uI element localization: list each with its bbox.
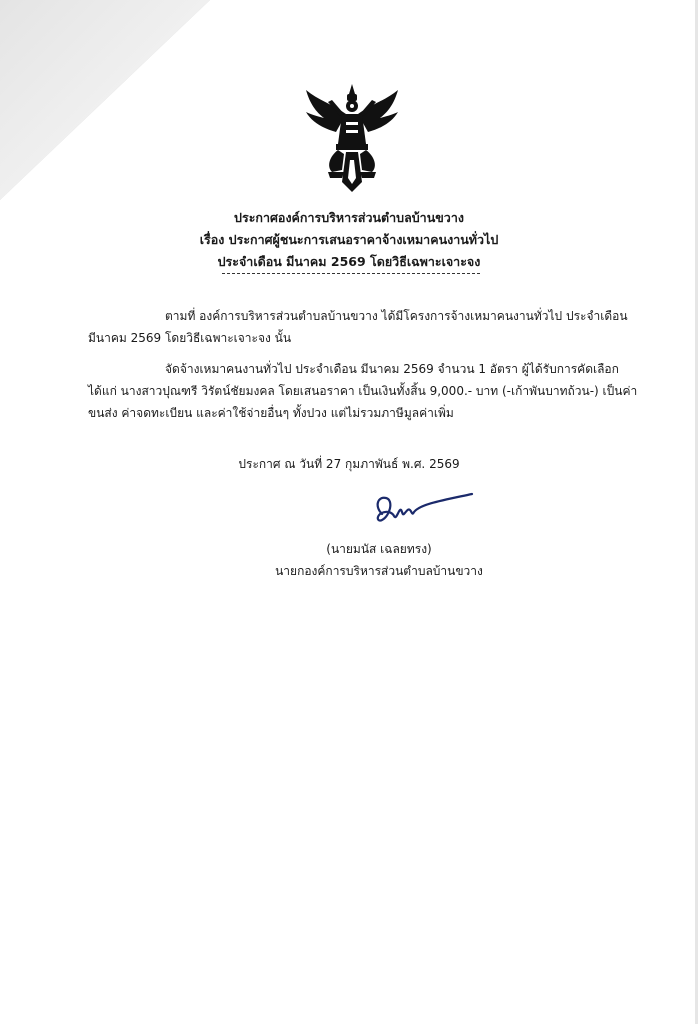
paragraph-1-line-1: ตามที่ องค์การบริหารส่วนตำบลบ้านขวาง ได้มีโครงการจ้างเหมาคนงานทั่วไป ประจำเดือน bbox=[165, 309, 628, 323]
signatory-name: (นายมนัส เฉลยทรง) bbox=[326, 542, 432, 556]
announcement-period: ประจำเดือน มีนาคม 2569 โดยวิธีเฉพาะเจาะจง bbox=[217, 254, 481, 269]
header-divider bbox=[222, 273, 480, 274]
announcement-date: ประกาศ ณ วันที่ 27 กุมภาพันธ์ พ.ศ. 2569 bbox=[238, 457, 460, 471]
paragraph-2-line-1: จัดจ้างเหมาคนงานทั่วไป ประจำเดือน มีนาคม 2569 จำนวน 1 อัตรา ผู้ได้รับการคัดเลือก bbox=[165, 362, 619, 376]
signatory-position: นายกองค์การบริหารส่วนตำบลบ้านขวาง bbox=[275, 564, 483, 578]
garuda-emblem-icon bbox=[302, 82, 402, 194]
paragraph-2-line-3: ขนส่ง ค่าจดทะเบียน และค่าใช้จ่ายอื่นๆ ทั้งปวง แต่ไม่รวมภาษีมูลค่าเพิ่ม bbox=[88, 406, 454, 420]
announcement-subject: เรื่อง ประกาศผู้ชนะการเสนอราคาจ้างเหมาคนงานทั่วไป bbox=[199, 232, 499, 247]
announcement-title: ประกาศองค์การบริหารส่วนตำบลบ้านขวาง bbox=[234, 210, 464, 225]
paragraph-2-line-2: ได้แก่ นางสาวปุณฑรี วิรัตน์ชัยมงคล โดยเสนอราคา เป็นเงินทั้งสิ้น 9,000.- บาท (-เก้าพันบาทถ้วน-) เป็นค่า bbox=[88, 384, 638, 398]
page-fold-corner bbox=[0, 0, 210, 200]
signature-icon bbox=[368, 490, 480, 530]
paragraph-1-line-2: มีนาคม 2569 โดยวิธีเฉพาะเจาะจง นั้น bbox=[88, 331, 292, 345]
